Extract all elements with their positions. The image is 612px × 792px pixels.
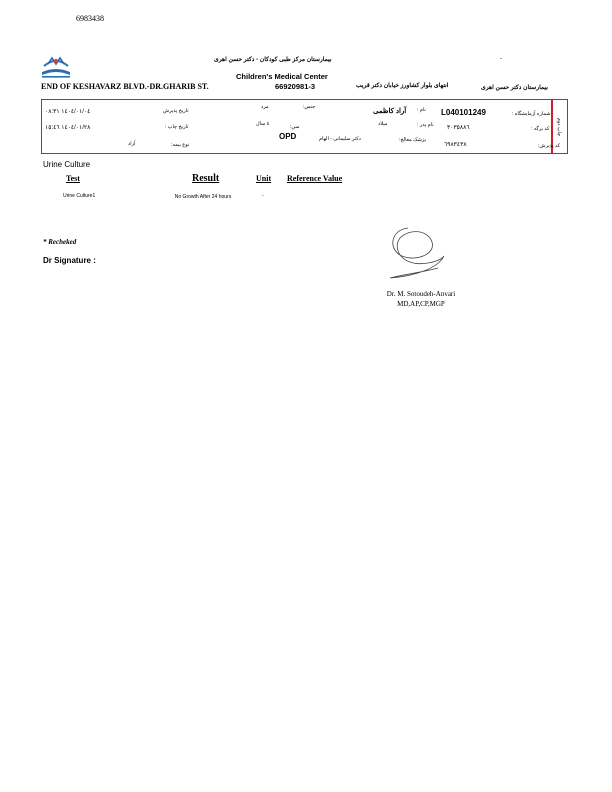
result-row-test: Urine Culture1 [63,193,96,199]
print-date-label: تاریخ چاپ : [165,124,189,130]
hospital-name-fa-right: بیمارستان دکتر حسن اهری [481,85,548,91]
father-name-label: نام پدر : [417,122,434,128]
record-code-label: کد برگه : [531,126,550,132]
hospital-name-en: Children's Medical Center [236,72,328,81]
admission-code-value: ٦٩٨٣٤٣٨ [444,142,467,148]
side-label-text: چاپ دوم [556,117,563,136]
phone-number: 66920981-3 [275,82,316,91]
hospital-logo-icon [36,52,76,80]
handwritten-signature [380,224,452,282]
column-header-test: Test [66,174,80,183]
ward-value: OPD [279,132,297,141]
header-dash: - [500,56,502,62]
father-name-value: میلاد [378,121,388,127]
section-title: Urine Culture [43,160,91,169]
name-label: نام : [417,107,426,113]
rechecked-note: * Recheked [43,238,77,246]
result-row-unit: - [262,193,264,199]
insurance-value: آزاد [128,141,136,147]
name-value: آراد کاظمی [373,108,407,115]
address-en: END OF KESHAVARZ BLVD.-DR.GHARIB ST. [41,82,209,91]
result-row-value: No Growth After 24 hours [174,194,232,200]
print-date-value: ١٤٠٤/٠١/٢٨ ١٥:٤٦ [45,125,91,131]
hospital-name-fa-top: بیمارستان مرکز طبی کودکان - دکتر حسن اهری [214,57,332,63]
admission-date-label: تاریخ پذیرش [163,108,189,114]
age-label: سن: [290,124,300,130]
column-header-unit: Unit [256,174,272,183]
document-number: 6983438 [76,14,104,23]
doctor-name: Dr. M. Sotoudeh-Anvari [386,290,456,298]
admission-code-label: کد پذیرش: [538,143,561,149]
insurance-label: نوع بیمه: [171,142,190,148]
address-fa: انتهای بلوار کشاورز خیابان دکتر قریب [356,83,449,89]
gender-label: جنس: [303,104,316,110]
column-header-reference: Reference Value [287,174,343,183]
physician-value: دکتر سلیمانی - الهام [319,136,361,142]
lab-id-value: L040101249 [441,108,486,117]
signature-label: Dr Signature : [43,256,96,265]
admission-date-value: ١٤٠٤/٠١/٠٤ ٠٨:٣١ [45,109,91,115]
age-value: ٤ سال [256,121,270,127]
record-code-value: ٣٠٣٥٨٨٦ [447,125,470,131]
physician-label: پزشک معالج: [399,137,426,143]
lab-id-label: شماره آزمایشگاه : [512,111,551,117]
doctor-credentials: MD,AP,CP,MGP [397,300,445,308]
column-header-result: Result [192,173,220,184]
gender-value: مرد [261,104,269,110]
